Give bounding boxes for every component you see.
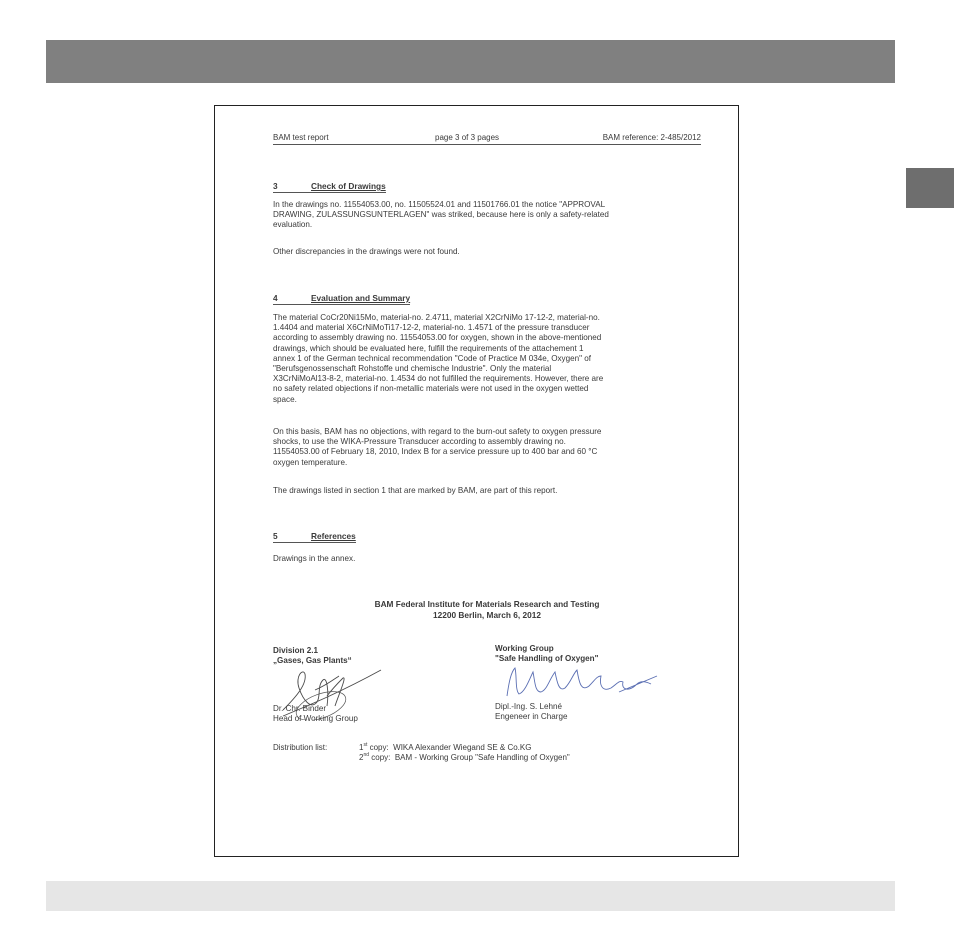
signatory-right — [495, 644, 695, 664]
section-number: 3 — [273, 181, 278, 191]
copy-word: copy: — [369, 743, 389, 752]
copy-ordinal-suffix: st — [363, 742, 368, 748]
signatory-left-name: Dr. Chr. Binder — [273, 704, 327, 713]
top-banner — [46, 40, 895, 83]
section-4-paragraph-2: On this basis, BAM has no objections, with regard to the burn-out safety to oxygen pressure shocks, to use the WIKA-Pressure Transducer according to assembly drawing no. 11554053.00 of February 18, 2010, Index B for a service pressure up to 400 bar and 60 °C oxygen temperature. — [273, 427, 602, 467]
section-title: Evaluation and Summary — [311, 293, 411, 303]
section-title: References — [311, 531, 356, 541]
signature-right — [501, 662, 661, 702]
distribution-copy-2 — [359, 753, 570, 763]
signatory-left — [273, 646, 453, 666]
report-header — [273, 133, 701, 145]
bottom-footer-bar — [46, 881, 895, 911]
section-number: 4 — [273, 293, 278, 303]
copy-ordinal: 2 — [359, 753, 364, 762]
signatory-left-unit: Division 2.1 — [273, 646, 318, 655]
signatory-right-group: "Safe Handling of Oxygen" — [495, 654, 599, 663]
copy-ordinal-suffix: nd — [363, 752, 370, 758]
signatory-left-role: Head of Working Group — [273, 714, 358, 723]
signatory-left-group: „Gases, Gas Plants“ — [273, 656, 352, 665]
section-title: Check of Drawings — [311, 181, 386, 191]
section-3-heading — [273, 181, 701, 191]
section-5-paragraph-1: Drawings in the annex. — [273, 554, 356, 563]
signatory-right-name: Dipl.-Ing. S. Lehné — [495, 702, 563, 711]
section-3-paragraph-2: Other discrepancies in the drawings were not found. — [273, 247, 460, 256]
document-page — [214, 105, 739, 857]
section-3-paragraph-1: In the drawings no. 11554053.00, no. 11505524.01 and 11501766.01 the notice "APPROVAL DRAWING, ZULASSUNGSUNTERLAGEN" was striked, because here is only a safety-related evaluation. — [273, 200, 609, 230]
header-reference: BAM reference: 2-485/2012 — [602, 133, 701, 142]
institute-name: BAM Federal Institute for Materials Research and Testing — [374, 599, 600, 609]
signatory-left-details — [273, 704, 453, 724]
signatory-right-unit: Working Group — [495, 644, 554, 653]
section-5-heading — [273, 531, 701, 541]
distribution-copy-1 — [359, 743, 531, 753]
copy-ordinal: 1 — [359, 743, 364, 752]
section-number: 5 — [273, 531, 278, 541]
header-page-count: page 3 of 3 pages — [435, 133, 500, 142]
section-4-paragraph-3: The drawings listed in section 1 that are marked by BAM, are part of this report. — [273, 486, 558, 495]
signatory-right-role: Engeneer in Charge — [495, 712, 568, 721]
distribution-label: Distribution list: — [273, 743, 328, 752]
copy-recipient: WIKA Alexander Wiegand SE & Co.KG — [393, 743, 532, 752]
section-4-heading — [273, 293, 701, 303]
copy-word: copy: — [371, 753, 391, 762]
side-tab[interactable] — [906, 168, 954, 208]
signatory-right-details — [495, 702, 695, 722]
institute-place-date: 12200 Berlin, March 6, 2012 — [433, 610, 541, 620]
institute-block — [273, 599, 701, 621]
copy-recipient: BAM - Working Group "Safe Handling of Oxygen" — [394, 753, 570, 762]
section-4-paragraph-1: The material CoCr20Ni15Mo, material-no. 2.4711, material X2CrNiMo 17-12-2, material-no. 1.4404 and material X6CrNiMoTi17-12-2, material-no. 1.4571 of the pressure transducer according to assembly drawing no. 11554053.00 for oxygen, shown in the above-mentioned drawings, which should be evaluated here, fulfill the requirements of the attachement 1 annex 1 of the German technical recommendation "Code of Practice M 034e, Oxygen" of "Berufsgenossenschaft Rohstoffe und chemische Industrie". Only the material X3CrNiMoAl13-8-2, material-no. 1.4534 do not fulfilled the requirements. However, there are no safety related objections if non-metallic materials were not used in the oxygen wetted space. — [273, 313, 604, 404]
header-report-name: BAM test report — [273, 133, 329, 142]
